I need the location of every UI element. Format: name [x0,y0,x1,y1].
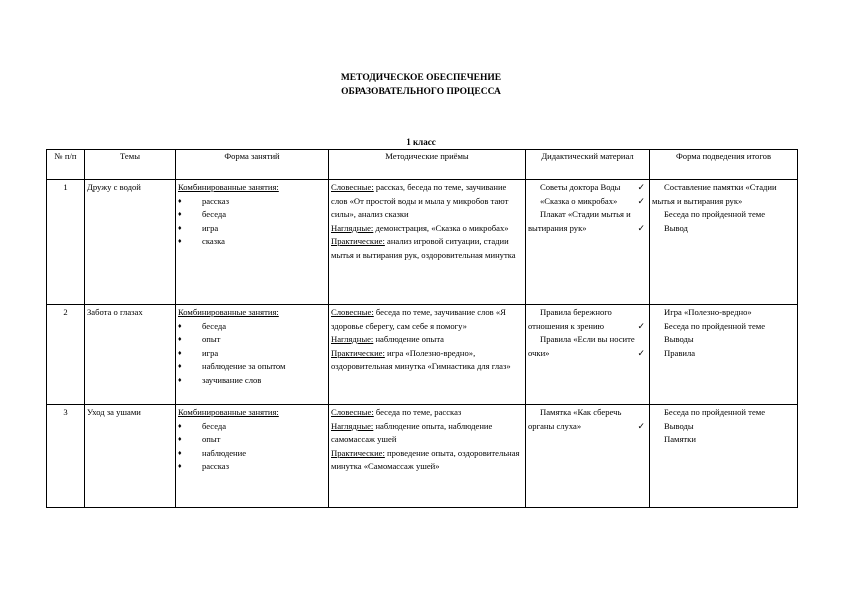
checkmark-icon: ✓ [637,347,645,358]
method-label: Наглядные: [331,222,374,233]
row-topic: Забота о глазах [85,305,176,405]
didactic-text: Советы доктора Воды [540,182,621,192]
form-title: Комбинированные занятия: [178,307,279,317]
result-text: Игра «Полезно-вредно» [664,307,752,317]
table-row [47,305,798,405]
method-label: Наглядные: [331,420,374,431]
method-label: Практические: [331,347,385,358]
method-label: Наглядные: [331,334,374,344]
form-item: ♦ рассказ [188,460,326,474]
method-entry [331,420,523,447]
form-items [188,420,326,474]
form-items [188,195,326,249]
row-didactic [526,180,650,305]
result-item [652,333,795,347]
form-item: ♦ беседа [188,208,326,222]
method-entry [331,235,523,262]
method-text: беседа по теме, рассказ [373,407,462,417]
form-item: ♦ рассказ [188,195,326,209]
method-label: Словесные: [331,182,374,192]
didactic-item [528,306,647,333]
form-item: ♦ беседа [188,420,326,434]
checkmark-icon: ✓ [637,320,645,331]
result-item [652,347,795,361]
table-row [47,180,798,305]
title-line-2: ОБРАЗОВАТЕЛЬНОГО ПРОЦЕССА [341,87,501,97]
form-item: ♦ сказка [188,235,326,249]
header-methods: Методические приёмы [329,150,526,180]
result-item [652,208,795,222]
method-text: рассказ, беседа по теме, заучивание слов «От простой воды и мыла у микробов тают силы», анализ сказки [331,182,509,219]
method-label: Практические: [331,447,385,458]
row-form [176,180,329,305]
row-form [176,305,329,405]
checkmark-icon: ✓ [637,222,645,233]
header-form: Форма занятий [176,150,329,180]
header-topic: Темы [85,150,176,180]
result-item [652,320,795,334]
result-item [652,420,795,434]
didactic-text: «Сказка о микробах» [540,195,618,206]
didactic-item [528,208,647,235]
checkmark-icon: ✓ [637,420,645,431]
form-title: Комбинированные занятия: [178,407,279,417]
method-entry [331,333,523,347]
page-title [0,71,842,99]
method-text: демонстрация, «Сказка о микробах» [373,222,509,233]
row-didactic [526,305,650,405]
result-text: Составление памятки «Стадии мытья и вытирания рук» [652,182,777,206]
result-text: Памятки [664,434,696,444]
header-results: Форма подведения итогов [650,150,798,180]
method-entry [331,306,523,333]
didactic-item [528,406,647,433]
row-number: 2 [47,305,85,405]
row-methods [329,180,526,305]
didactic-text: Памятка «Как сберечь органы слуха» [528,407,622,431]
method-text: игра «Полезно-вредно», оздоровительная минутка «Гимнастика для глаз» [331,347,511,371]
row-topic: Уход за ушами [85,405,176,508]
didactic-text: Плакат «Стадии мытья и вытирания рук» [528,209,631,233]
method-entry [331,406,523,420]
form-item: ♦ заучивание слов [188,374,326,388]
title-line-1: МЕТОДИЧЕСКОЕ ОБЕСПЕЧЕНИЕ [340,73,502,83]
result-item [652,433,795,447]
form-item: ♦ наблюдение [188,447,326,461]
methods-table [46,149,798,508]
header-num: № п/п [47,150,85,180]
checkmark-icon: ✓ [637,195,645,206]
row-methods [329,305,526,405]
result-item [652,222,795,236]
result-item [652,306,795,320]
didactic-item [528,333,647,360]
method-entry [331,181,523,222]
result-text: Выводы [664,420,694,431]
didactic-item [528,181,647,195]
row-topic: Дружу с водой [85,180,176,305]
row-results [650,405,798,508]
method-entry [331,222,523,236]
grade-label: 1 класс [406,137,436,147]
method-entry [331,447,523,474]
row-number: 3 [47,405,85,508]
checkmark-icon: ✓ [637,182,645,192]
row-methods [329,405,526,508]
method-text: наблюдение опыта, наблюдение самомассаж ушей [331,420,493,444]
didactic-item [528,195,647,209]
method-entry [331,347,523,374]
method-text: беседа по теме, заучивание слов «Я здоровье сберегу, сам себе я помогу» [331,307,506,331]
result-text: Беседа по пройденной теме [664,320,766,331]
result-text: Беседа по пройденной теме [664,407,766,417]
row-results [650,305,798,405]
row-number: 1 [47,180,85,305]
method-label: Словесные: [331,407,374,417]
form-item: ♦ опыт [188,333,326,347]
table-header-row [47,150,798,180]
form-item: ♦ игра [188,222,326,236]
didactic-text: Правила «Если вы носите очки» [528,334,635,358]
table-row [47,405,798,508]
result-text: Вывод [664,222,688,233]
method-text: анализ игровой ситуации, стадии мытья и вытирания рук, оздоровительная минутка [331,236,516,260]
form-item: ♦ беседа [188,320,326,334]
form-item: ♦ игра [188,347,326,361]
result-item [652,406,795,420]
header-didactic: Дидактический материал [526,150,650,180]
result-text: Выводы [664,334,694,344]
method-text: наблюдение опыта [373,334,444,344]
result-item [652,181,795,208]
row-results [650,180,798,305]
form-items [188,320,326,388]
row-form [176,405,329,508]
form-item: ♦ наблюдение за опытом [188,360,326,374]
row-didactic [526,405,650,508]
result-text: Беседа по пройденной теме [664,209,766,219]
form-item: ♦ опыт [188,433,326,447]
method-label: Практические: [331,236,385,246]
method-text: проведение опыта, оздоровительная минутка «Самомассаж ушей» [331,447,520,471]
method-label: Словесные: [331,307,374,317]
didactic-text: Правила бережного отношения к зрению [528,307,612,331]
result-text: Правила [664,347,696,358]
form-title: Комбинированные занятия: [178,182,279,192]
